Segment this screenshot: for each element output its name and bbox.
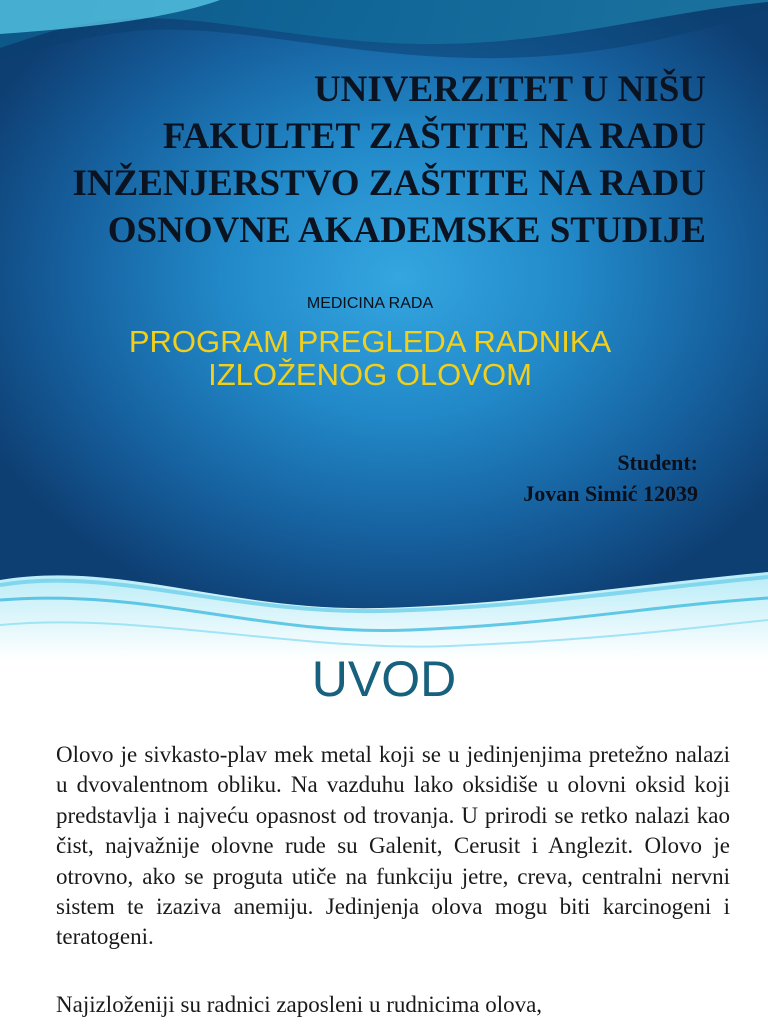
presentation-title-line-2: IZLOŽENOG OLOVOM <box>208 357 532 392</box>
title-line-program: INŽENJERSTVO ZAŠTITE NA RADU <box>72 163 706 204</box>
intro-paragraph-2: Najizloženiji su radnici zaposleni u rudnicima olova, <box>56 992 543 1017</box>
title-line-studies: OSNOVNE AKADEMSKE STUDIJE <box>107 210 706 251</box>
intro-slide <box>0 651 768 1024</box>
title-line-university: UNIVERZITET U NIŠU <box>313 69 706 110</box>
intro-paragraph-1: Olovo je sivkasto-plav mek metal koji se u jedinjenjima pretežno nalazi u dvovalentnom obliku. Na vazduhu lako oksidiše u olovni oksid koji predstavlja i najveću opasnost od trovanja. U prirodi se retko nalazi kao čist, najvažnije olovne rude su Galenit, Cerusit i Anglezit. Olovo je otrovno, ako se proguta utiče na funkciju jetre, creva, centralni nervni sistem te izaziva anemiju. Jedinjenja olova mogu biti karcinogeni i teratogeni. <box>56 742 730 950</box>
student-info <box>523 447 698 509</box>
subject-label: MEDICINA RADA <box>306 295 434 312</box>
intro-heading: UVOD <box>311 651 457 707</box>
presentation-title <box>0 325 740 391</box>
presentation-title-line-1: PROGRAM PREGLEDA RADNIKA <box>128 324 612 359</box>
title-line-faculty: FAKULTET ZAŠTITE NA RADU <box>162 116 706 157</box>
student-name: Jovan Simić 12039 <box>523 481 698 506</box>
student-label: Student: <box>617 450 698 475</box>
university-title-block <box>30 66 706 254</box>
